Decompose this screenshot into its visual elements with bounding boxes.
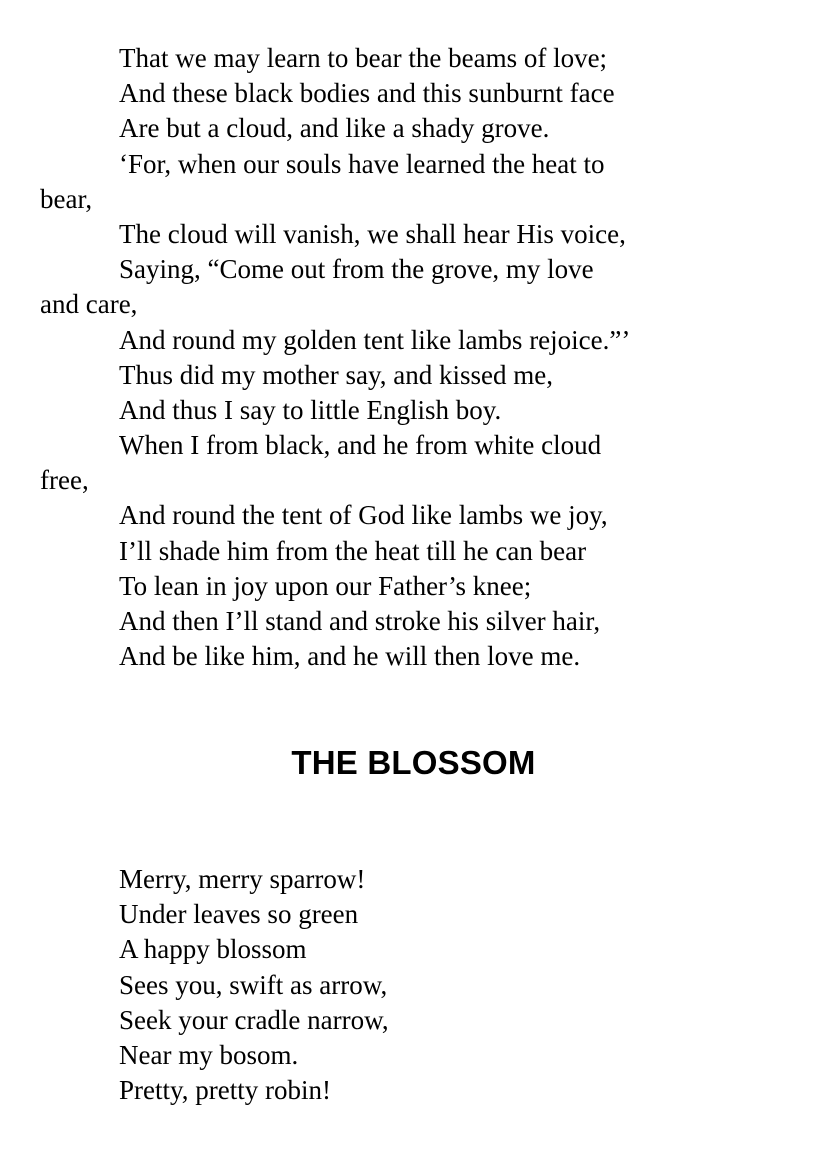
poem-line: When I from black, and he from white cloud — [119, 430, 602, 461]
poem-line: I’ll shade him from the heat till he can bear — [119, 535, 587, 566]
poem-line: Merry, merry sparrow! — [119, 864, 366, 894]
poem-line: ‘For, when our souls have learned the heat to — [119, 148, 605, 179]
poem-line: And be like him, and he will then love me. — [119, 641, 581, 672]
poem-line-wrapped: bear, — [40, 183, 93, 214]
poem-line: Saying, “Come out from the grove, my love — [119, 254, 594, 285]
poem-line: Are but a cloud, and like a shady grove. — [119, 113, 550, 144]
poem-line-wrapped: and care, — [40, 289, 138, 320]
poem-line: Under leaves so green — [119, 899, 359, 930]
poem-line-wrapped: free, — [40, 465, 89, 496]
poem-line: And round my golden tent like lambs rejoice.”’ — [119, 324, 631, 355]
poem-line: To lean in joy upon our Father’s knee; — [119, 570, 532, 601]
poem-line: Near my bosom. — [119, 1039, 299, 1070]
poem-line: And thus I say to little English boy. — [119, 394, 502, 425]
poem-title: THE BLOSSOM — [291, 744, 536, 781]
poem-stanza-blossom — [40, 862, 800, 1108]
poem-line: A happy blossom — [119, 934, 307, 965]
poem-line: Seek your cradle narrow, — [119, 1004, 389, 1035]
poem-line: Thus did my mother say, and kissed me, — [119, 359, 553, 390]
poem-line: The cloud will vanish, we shall hear His voice, — [119, 218, 626, 249]
poem-line: And round the tent of God like lambs we joy, — [119, 500, 608, 531]
poem-line: That we may learn to bear the beams of love; — [119, 43, 608, 73]
poem-line: Pretty, pretty robin! — [119, 1075, 331, 1106]
poem-line: And then I’ll stand and stroke his silver hair, — [119, 606, 601, 636]
poem-line: And these black bodies and this sunburnt face — [119, 78, 615, 109]
poem-stanza-little-black-boy — [40, 41, 800, 674]
poem-line: Sees you, swift as arrow, — [119, 969, 388, 1000]
